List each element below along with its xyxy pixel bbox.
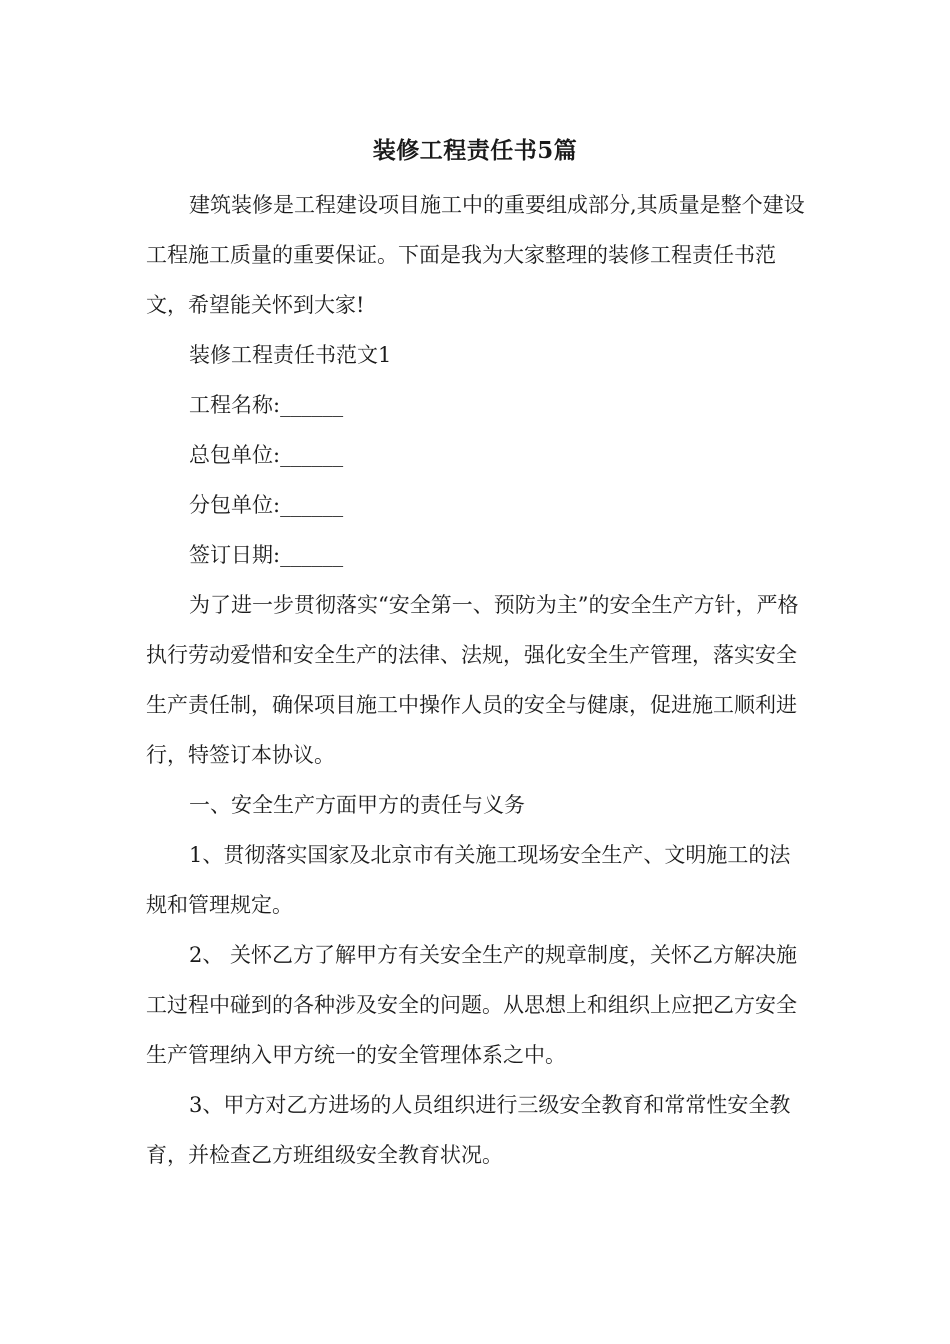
purpose-paragraph: 为了进一步贯彻落实“安全第一、预防为主”的安全生产方针，严格执行劳动爱惜和安全生产的法律、法规，强化安全生产管理，落实安全生产责任制，确保项目施工中操作人员的安全与健康，促进施工顺利进行，特签订本协议。 — [146, 593, 799, 767]
clause-heading: 一、安全生产方面甲方的责任与义务 — [189, 793, 525, 817]
subcontractor-field: 分包单位:______ — [189, 493, 344, 517]
section-heading: 装修工程责任书范文1 — [189, 343, 392, 367]
document-body — [146, 180, 810, 1180]
intro-paragraph: 建筑装修是工程建设项目施工中的重要组成部分,其质量是整个建设工程施工质量的重要保证。下面是我为大家整理的装修工程责任书范文，希望能关怀到大家! — [146, 193, 805, 317]
general-contractor-field: 总包单位:______ — [189, 443, 344, 467]
clause-item-2: 2、 关怀乙方了解甲方有关安全生产的规章制度，关怀乙方解决施工过程中碰到的各种涉及安全的问题。从思想上和组织上应把乙方安全生产管理纳入甲方统一的安全管理体系之中。 — [146, 943, 798, 1067]
project-name-field: 工程名称:______ — [189, 393, 344, 417]
signing-date-field: 签订日期:______ — [189, 543, 344, 567]
clause-item-3: 3、甲方对乙方进场的人员组织进行三级安全教育和常常性安全教育，并检查乙方班组级安全教育状况。 — [146, 1093, 791, 1167]
clause-item-1: 1、贯彻落实国家及北京市有关施工现场安全生产、文明施工的法规和管理规定。 — [146, 843, 791, 917]
document-title: 装修工程责任书5篇 — [372, 137, 578, 164]
